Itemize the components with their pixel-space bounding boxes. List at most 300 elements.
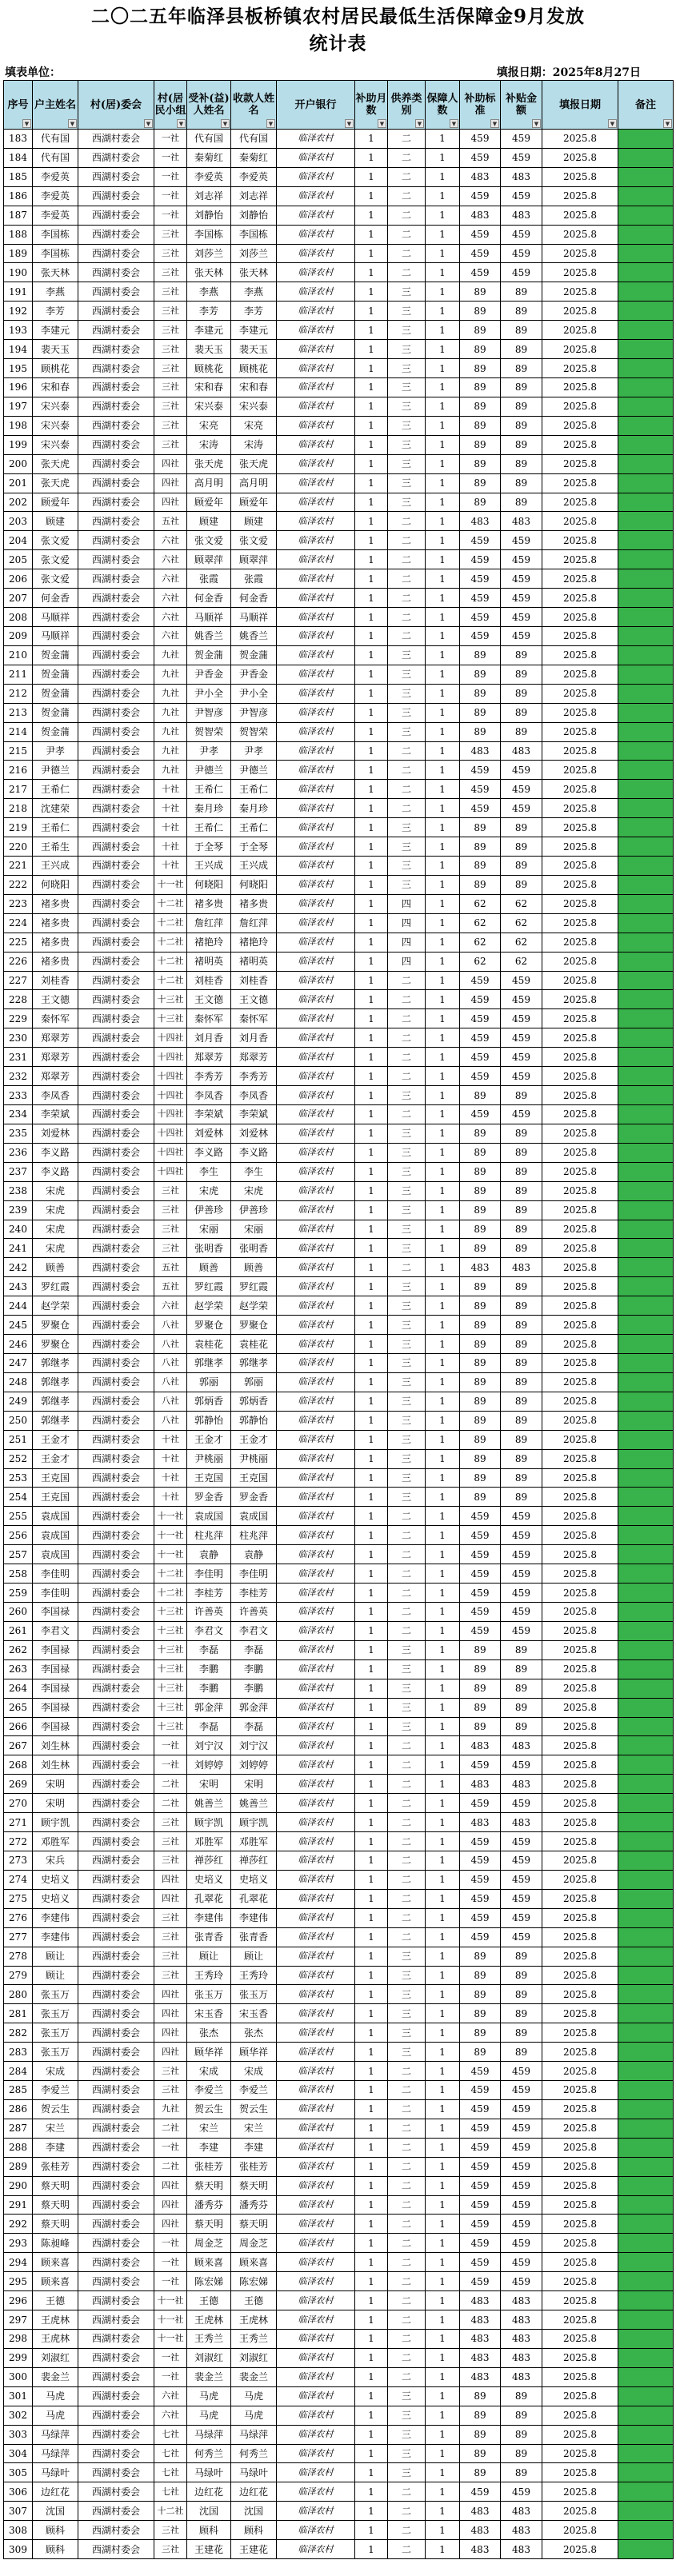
cell-persons: 1 xyxy=(426,971,460,990)
cell-payee: 李秀芳 xyxy=(231,1067,277,1086)
filter-dropdown-icon[interactable]: ▼ xyxy=(345,119,354,128)
cell-bank: 临泽农村 xyxy=(277,2272,355,2291)
table-row xyxy=(4,206,674,225)
cell-householder: 宋兵 xyxy=(33,1851,78,1870)
cell-standard: 89 xyxy=(460,1181,501,1200)
cell-amount: 89 xyxy=(501,1985,542,2004)
cell-seq: 303 xyxy=(4,2425,33,2444)
cell-payee: 尹孝 xyxy=(231,741,277,761)
cell-committee: 西湖村委会 xyxy=(78,1908,154,1927)
cell-date: 2025.8 xyxy=(542,1143,618,1162)
cell-committee: 西湖村委会 xyxy=(78,2540,154,2559)
cell-payee: 郭静怡 xyxy=(231,1411,277,1430)
cell-seq: 198 xyxy=(4,416,33,435)
filter-dropdown-icon[interactable]: ▼ xyxy=(22,119,31,128)
table-row xyxy=(4,684,674,703)
cell-date: 2025.8 xyxy=(542,971,618,990)
cell-months: 1 xyxy=(355,1775,388,1794)
cell-category: 三 xyxy=(388,1411,426,1430)
header-group[interactable]: 村(居民小组 ▼ xyxy=(154,81,187,130)
cell-committee: 西湖村委会 xyxy=(78,1200,154,1220)
cell-committee: 西湖村委会 xyxy=(78,1870,154,1889)
cell-seq: 194 xyxy=(4,340,33,359)
filter-dropdown-icon[interactable]: ▼ xyxy=(532,119,541,128)
cell-committee: 西湖村委会 xyxy=(78,818,154,837)
cell-seq: 219 xyxy=(4,818,33,837)
cell-date: 2025.8 xyxy=(542,397,618,416)
cell-persons: 1 xyxy=(426,1602,460,1621)
cell-bank: 临泽农村 xyxy=(277,589,355,608)
cell-category: 三 xyxy=(388,1162,426,1181)
cell-remarks xyxy=(618,2099,674,2119)
cell-remarks xyxy=(618,1717,674,1736)
cell-group: 三社 xyxy=(154,1220,187,1239)
cell-months: 1 xyxy=(355,263,388,282)
cell-beneficiary: 刘宁汉 xyxy=(187,1736,231,1755)
cell-remarks xyxy=(618,952,674,971)
cell-category: 三 xyxy=(388,473,426,493)
cell-date: 2025.8 xyxy=(542,1545,618,1564)
cell-bank: 临泽农村 xyxy=(277,1621,355,1640)
cell-committee: 西湖村委会 xyxy=(78,703,154,722)
cell-committee: 西湖村委会 xyxy=(78,1966,154,1985)
cell-payee: 李佳明 xyxy=(231,1564,277,1584)
cell-group: 六社 xyxy=(154,1296,187,1316)
cell-months: 1 xyxy=(355,1143,388,1162)
cell-beneficiary: 宋亮 xyxy=(187,416,231,435)
cell-householder: 袁成国 xyxy=(33,1507,78,1526)
cell-householder: 贺金蒲 xyxy=(33,703,78,722)
title-line-2: 统计表 xyxy=(309,33,367,54)
cell-group: 九社 xyxy=(154,703,187,722)
cell-householder: 赵学荣 xyxy=(33,1296,78,1316)
cell-standard: 89 xyxy=(460,473,501,493)
cell-remarks xyxy=(618,2081,674,2100)
filter-dropdown-icon[interactable]: ▼ xyxy=(663,119,672,128)
cell-amount: 89 xyxy=(501,1966,542,1985)
cell-group: 四社 xyxy=(154,1870,187,1889)
cell-amount: 89 xyxy=(501,1679,542,1698)
cell-beneficiary: 宋涛 xyxy=(187,435,231,454)
cell-date: 2025.8 xyxy=(542,263,618,282)
cell-payee: 宋丽 xyxy=(231,1220,277,1239)
cell-payee: 顾科 xyxy=(231,2521,277,2540)
cell-category: 三 xyxy=(388,1392,426,1411)
cell-seq: 273 xyxy=(4,1851,33,1870)
table-body xyxy=(4,130,674,2559)
cell-standard: 89 xyxy=(460,1411,501,1430)
cell-persons: 1 xyxy=(426,2043,460,2062)
header-standard[interactable]: 补助标准 ▼ xyxy=(460,81,501,130)
cell-householder: 李国禄 xyxy=(33,1640,78,1659)
table-row xyxy=(4,1143,674,1162)
cell-months: 1 xyxy=(355,454,388,473)
cell-months: 1 xyxy=(355,1717,388,1736)
cell-group: 十四社 xyxy=(154,1086,187,1105)
cell-months: 1 xyxy=(355,1985,388,2004)
cell-payee: 郭炳香 xyxy=(231,1392,277,1411)
cell-amount: 483 xyxy=(501,2367,542,2386)
cell-category: 三 xyxy=(388,377,426,397)
cell-standard: 459 xyxy=(460,1564,501,1584)
cell-group: 十三社 xyxy=(154,1602,187,1621)
cell-amount: 89 xyxy=(501,684,542,703)
table-row xyxy=(4,1296,674,1316)
cell-beneficiary: 王秀兰 xyxy=(187,2330,231,2349)
cell-householder: 李国禄 xyxy=(33,1659,78,1679)
cell-householder: 李义路 xyxy=(33,1143,78,1162)
cell-payee: 李爱英 xyxy=(231,167,277,186)
cell-amount: 89 xyxy=(501,473,542,493)
cell-beneficiary: 宋兰 xyxy=(187,2119,231,2138)
cell-bank: 临泽农村 xyxy=(277,1468,355,1488)
cell-standard: 89 xyxy=(460,1392,501,1411)
cell-months: 1 xyxy=(355,186,388,206)
cell-committee: 西湖村委会 xyxy=(78,2272,154,2291)
cell-payee: 李鹏 xyxy=(231,1679,277,1698)
cell-standard: 459 xyxy=(460,225,501,244)
cell-months: 1 xyxy=(355,780,388,799)
cell-date: 2025.8 xyxy=(542,1468,618,1488)
cell-group: 十社 xyxy=(154,799,187,818)
cell-date: 2025.8 xyxy=(542,1488,618,1507)
cell-seq: 289 xyxy=(4,2157,33,2176)
cell-seq: 251 xyxy=(4,1430,33,1449)
cell-householder: 李建 xyxy=(33,2138,78,2157)
cell-committee: 西湖村委会 xyxy=(78,2081,154,2100)
cell-householder: 贺金蒲 xyxy=(33,684,78,703)
table-row xyxy=(4,703,674,722)
cell-committee: 西湖村委会 xyxy=(78,913,154,933)
cell-category: 三 xyxy=(388,818,426,837)
cell-standard: 459 xyxy=(460,1832,501,1851)
cell-months: 1 xyxy=(355,913,388,933)
cell-standard: 89 xyxy=(460,837,501,857)
table-row xyxy=(4,1028,674,1048)
cell-amount: 483 xyxy=(501,206,542,225)
table-row xyxy=(4,589,674,608)
cell-standard: 459 xyxy=(460,1602,501,1621)
cell-bank: 临泽农村 xyxy=(277,148,355,167)
cell-seq: 204 xyxy=(4,531,33,550)
cell-householder: 邓胜军 xyxy=(33,1832,78,1851)
cell-payee: 宋明 xyxy=(231,1775,277,1794)
cell-date: 2025.8 xyxy=(542,1296,618,1316)
cell-bank: 临泽农村 xyxy=(277,263,355,282)
cell-seq: 246 xyxy=(4,1335,33,1354)
cell-beneficiary: 郑翠芳 xyxy=(187,1048,231,1067)
filter-dropdown-icon[interactable]: ▼ xyxy=(490,119,499,128)
cell-beneficiary: 郭炳香 xyxy=(187,1392,231,1411)
cell-beneficiary: 顾爱年 xyxy=(187,493,231,512)
cell-group: 十四社 xyxy=(154,1028,187,1048)
cell-payee: 蔡天明 xyxy=(231,2215,277,2234)
cell-bank: 临泽农村 xyxy=(277,1028,355,1048)
cell-remarks xyxy=(618,1277,674,1296)
cell-category: 三 xyxy=(388,2444,426,2463)
cell-standard: 459 xyxy=(460,569,501,589)
cell-seq: 191 xyxy=(4,282,33,302)
filter-dropdown-icon[interactable]: ▼ xyxy=(177,119,186,128)
cell-householder: 刘淑红 xyxy=(33,2348,78,2367)
cell-committee: 西湖村委会 xyxy=(78,1354,154,1373)
cell-householder: 李凤香 xyxy=(33,1086,78,1105)
cell-householder: 顾爱年 xyxy=(33,493,78,512)
cell-householder: 王虎林 xyxy=(33,2310,78,2330)
cell-persons: 1 xyxy=(426,2176,460,2195)
cell-payee: 马绿萍 xyxy=(231,2425,277,2444)
filter-dropdown-icon[interactable]: ▼ xyxy=(608,119,617,128)
table-row xyxy=(4,1392,674,1411)
cell-standard: 89 xyxy=(460,1143,501,1162)
cell-committee: 西湖村委会 xyxy=(78,761,154,780)
cell-group: 八社 xyxy=(154,1316,187,1335)
cell-householder: 张玉万 xyxy=(33,1985,78,2004)
cell-seq: 295 xyxy=(4,2272,33,2291)
cell-category: 二 xyxy=(388,990,426,1009)
cell-group: 二社 xyxy=(154,1794,187,1813)
cell-remarks xyxy=(618,2043,674,2062)
cell-standard: 89 xyxy=(460,397,501,416)
header-householder[interactable]: 户主姓名 ▼ xyxy=(33,81,78,130)
cell-committee: 西湖村委会 xyxy=(78,894,154,913)
cell-months: 1 xyxy=(355,2482,388,2502)
cell-remarks xyxy=(618,225,674,244)
cell-seq: 243 xyxy=(4,1277,33,1296)
cell-committee: 西湖村委会 xyxy=(78,321,154,340)
cell-persons: 1 xyxy=(426,2425,460,2444)
cell-group: 六社 xyxy=(154,2386,187,2406)
table-row xyxy=(4,1985,674,2004)
cell-amount: 89 xyxy=(501,1698,542,1717)
cell-remarks xyxy=(618,244,674,263)
cell-committee: 西湖村委会 xyxy=(78,359,154,378)
cell-seq: 252 xyxy=(4,1449,33,1468)
header-seq[interactable]: 序号 ▼ xyxy=(4,81,33,130)
cell-date: 2025.8 xyxy=(542,1239,618,1258)
cell-remarks xyxy=(618,302,674,321)
cell-amount: 89 xyxy=(501,321,542,340)
cell-payee: 尹桃丽 xyxy=(231,1449,277,1468)
cell-amount: 483 xyxy=(501,167,542,186)
cell-amount: 89 xyxy=(501,1411,542,1430)
cell-persons: 1 xyxy=(426,1545,460,1564)
cell-date: 2025.8 xyxy=(542,340,618,359)
cell-category: 二 xyxy=(388,1927,426,1947)
cell-category: 二 xyxy=(388,626,426,645)
cell-beneficiary: 刘静怡 xyxy=(187,206,231,225)
table-row xyxy=(4,1105,674,1124)
filter-dropdown-icon[interactable]: ▼ xyxy=(144,119,153,128)
cell-group: 一社 xyxy=(154,206,187,225)
cell-remarks xyxy=(618,2062,674,2081)
header-committee[interactable]: 村(居)委会 ▼ xyxy=(78,81,154,130)
cell-persons: 1 xyxy=(426,1028,460,1048)
cell-payee: 袁静 xyxy=(231,1545,277,1564)
cell-persons: 1 xyxy=(426,1755,460,1775)
cell-householder: 刘生林 xyxy=(33,1755,78,1775)
cell-category: 二 xyxy=(388,2215,426,2234)
cell-householder: 袁成国 xyxy=(33,1526,78,1545)
cell-payee: 尹香金 xyxy=(231,665,277,684)
header-remarks[interactable]: 备注 ▼ xyxy=(618,81,674,130)
cell-bank: 临泽农村 xyxy=(277,1526,355,1545)
cell-months: 1 xyxy=(355,1564,388,1584)
cell-amount: 483 xyxy=(501,2521,542,2540)
cell-standard: 89 xyxy=(460,1947,501,1966)
cell-category: 三 xyxy=(388,302,426,321)
cell-householder: 张桂芳 xyxy=(33,2157,78,2176)
cell-standard: 89 xyxy=(460,722,501,741)
cell-standard: 459 xyxy=(460,1889,501,1908)
cell-remarks xyxy=(618,1659,674,1679)
cell-committee: 西湖村委会 xyxy=(78,608,154,627)
cell-bank: 临泽农村 xyxy=(277,684,355,703)
cell-householder: 沈建荣 xyxy=(33,799,78,818)
cell-amount: 459 xyxy=(501,186,542,206)
filter-dropdown-icon[interactable]: ▼ xyxy=(378,119,386,128)
cell-category: 三 xyxy=(388,875,426,894)
cell-group: 六社 xyxy=(154,608,187,627)
cell-bank: 临泽农村 xyxy=(277,626,355,645)
cell-payee: 褚多贵 xyxy=(231,894,277,913)
cell-date: 2025.8 xyxy=(542,2348,618,2367)
cell-group: 四社 xyxy=(154,473,187,493)
cell-standard: 89 xyxy=(460,435,501,454)
filter-dropdown-icon[interactable]: ▼ xyxy=(415,119,424,128)
table-row xyxy=(4,377,674,397)
cell-date: 2025.8 xyxy=(542,875,618,894)
cell-householder: 沈国 xyxy=(33,2502,78,2521)
cell-category: 二 xyxy=(388,1794,426,1813)
cell-amount: 459 xyxy=(501,130,542,149)
cell-bank: 临泽农村 xyxy=(277,1966,355,1985)
cell-beneficiary: 李磊 xyxy=(187,1717,231,1736)
cell-months: 1 xyxy=(355,1430,388,1449)
cell-category: 三 xyxy=(388,1124,426,1143)
header-months[interactable]: 补助月数 ▼ xyxy=(355,81,388,130)
cell-householder: 宋虎 xyxy=(33,1200,78,1220)
cell-payee: 马虎 xyxy=(231,2386,277,2406)
cell-months: 1 xyxy=(355,1335,388,1354)
payment-table xyxy=(3,80,674,2559)
cell-category: 三 xyxy=(388,1488,426,1507)
cell-group: 一社 xyxy=(154,2272,187,2291)
cell-persons: 1 xyxy=(426,2023,460,2043)
cell-date: 2025.8 xyxy=(542,1354,618,1373)
cell-remarks xyxy=(618,2330,674,2349)
cell-group: 三社 xyxy=(154,1927,187,1947)
cell-category: 三 xyxy=(388,1354,426,1373)
header-beneficiary[interactable]: 受补(益)人姓名 ▼ xyxy=(187,81,231,130)
cell-standard: 459 xyxy=(460,2272,501,2291)
cell-standard: 62 xyxy=(460,933,501,952)
cell-payee: 顾桃花 xyxy=(231,359,277,378)
cell-beneficiary: 于全琴 xyxy=(187,837,231,857)
table-row xyxy=(4,2367,674,2386)
cell-householder: 张玉万 xyxy=(33,2004,78,2023)
cell-amount: 89 xyxy=(501,282,542,302)
cell-committee: 西湖村委会 xyxy=(78,302,154,321)
header-category[interactable]: 供养类别 ▼ xyxy=(388,81,426,130)
cell-bank: 临泽农村 xyxy=(277,952,355,971)
cell-remarks xyxy=(618,1411,674,1430)
filter-dropdown-icon[interactable]: ▼ xyxy=(450,119,458,128)
header-date[interactable]: 填报日期 ▼ xyxy=(542,81,618,130)
cell-standard: 459 xyxy=(460,531,501,550)
cell-payee: 刘婷婷 xyxy=(231,1755,277,1775)
cell-group: 七社 xyxy=(154,2463,187,2482)
header-amount[interactable]: 补贴金额 ▼ xyxy=(501,81,542,130)
cell-group: 十四社 xyxy=(154,1143,187,1162)
cell-date: 2025.8 xyxy=(542,1851,618,1870)
cell-bank: 临泽农村 xyxy=(277,186,355,206)
cell-group: 十社 xyxy=(154,1449,187,1468)
cell-committee: 西湖村委会 xyxy=(78,1316,154,1335)
cell-committee: 西湖村委会 xyxy=(78,1009,154,1028)
cell-remarks xyxy=(618,1545,674,1564)
filter-dropdown-icon[interactable]: ▼ xyxy=(68,119,77,128)
table-row xyxy=(4,1372,674,1392)
cell-remarks xyxy=(618,2521,674,2540)
table-row xyxy=(4,2195,674,2215)
cell-remarks xyxy=(618,894,674,913)
filter-dropdown-icon[interactable]: ▼ xyxy=(266,119,275,128)
header-payee[interactable]: 收款人姓名 ▼ xyxy=(231,81,277,130)
cell-householder: 李爱英 xyxy=(33,206,78,225)
cell-group: 三社 xyxy=(154,1851,187,1870)
cell-standard: 89 xyxy=(460,1640,501,1659)
table-row xyxy=(4,2330,674,2349)
cell-remarks xyxy=(618,493,674,512)
cell-seq: 309 xyxy=(4,2540,33,2559)
cell-committee: 西湖村委会 xyxy=(78,837,154,857)
cell-date: 2025.8 xyxy=(542,1947,618,1966)
cell-bank: 临泽农村 xyxy=(277,321,355,340)
cell-months: 1 xyxy=(355,1927,388,1947)
cell-standard: 89 xyxy=(460,645,501,665)
cell-persons: 1 xyxy=(426,1143,460,1162)
cell-category: 三 xyxy=(388,2406,426,2425)
header-bank[interactable]: 开户银行 ▼ xyxy=(277,81,355,130)
cell-date: 2025.8 xyxy=(542,2310,618,2330)
cell-beneficiary: 张青香 xyxy=(187,1927,231,1947)
filter-dropdown-icon[interactable]: ▼ xyxy=(221,119,230,128)
cell-date: 2025.8 xyxy=(542,2119,618,2138)
cell-remarks xyxy=(618,2119,674,2138)
cell-persons: 1 xyxy=(426,493,460,512)
header-persons[interactable]: 保障人数 ▼ xyxy=(426,81,460,130)
cell-amount: 89 xyxy=(501,359,542,378)
cell-householder: 王克国 xyxy=(33,1468,78,1488)
cell-seq: 226 xyxy=(4,952,33,971)
cell-bank: 临泽农村 xyxy=(277,2502,355,2521)
table-row xyxy=(4,1239,674,1258)
cell-remarks xyxy=(618,1736,674,1755)
cell-category: 三 xyxy=(388,1430,426,1449)
cell-category: 二 xyxy=(388,148,426,167)
cell-committee: 西湖村委会 xyxy=(78,2215,154,2234)
cell-beneficiary: 顾来喜 xyxy=(187,2253,231,2272)
cell-date: 2025.8 xyxy=(542,857,618,876)
cell-remarks xyxy=(618,837,674,857)
cell-standard: 89 xyxy=(460,493,501,512)
cell-months: 1 xyxy=(355,2386,388,2406)
cell-category: 三 xyxy=(388,1143,426,1162)
table-row xyxy=(4,531,674,550)
cell-months: 1 xyxy=(355,2310,388,2330)
cell-standard: 89 xyxy=(460,302,501,321)
